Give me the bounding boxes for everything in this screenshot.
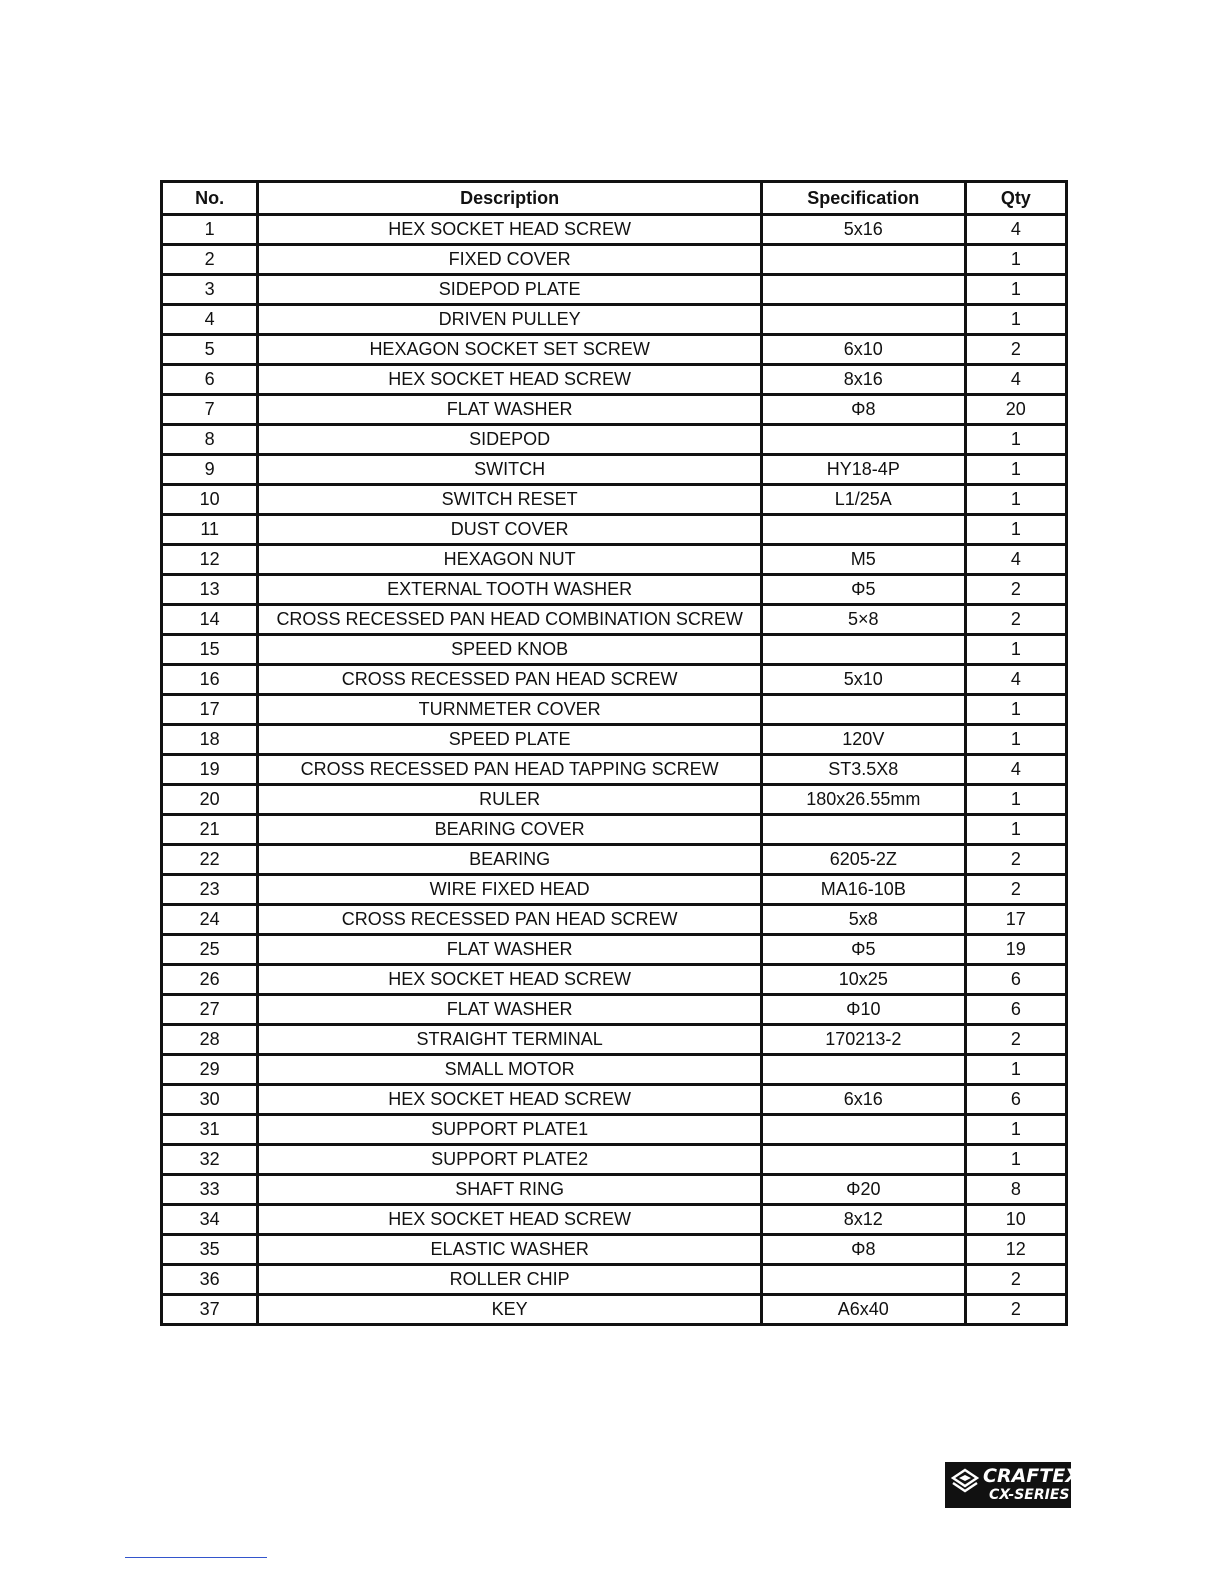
cell-no: 29	[162, 1055, 258, 1085]
cell-description: HEXAGON SOCKET SET SCREW	[258, 335, 762, 365]
table-row	[162, 1055, 1067, 1085]
cell-description: STRAIGHT TERMINAL	[258, 1025, 762, 1055]
table-row	[162, 1025, 1067, 1055]
cell-specification	[761, 1115, 965, 1145]
cell-qty: 2	[965, 1295, 1066, 1325]
table-row	[162, 575, 1067, 605]
cell-qty: 2	[965, 1265, 1066, 1295]
cell-specification: 6x16	[761, 1085, 965, 1115]
cell-qty: 8	[965, 1175, 1066, 1205]
table-row	[162, 1235, 1067, 1265]
cell-no: 5	[162, 335, 258, 365]
cell-description: ELASTIC WASHER	[258, 1235, 762, 1265]
cell-qty: 1	[965, 485, 1066, 515]
cell-description: SMALL MOTOR	[258, 1055, 762, 1085]
cell-description: DUST COVER	[258, 515, 762, 545]
cell-no: 34	[162, 1205, 258, 1235]
cell-specification	[761, 245, 965, 275]
parts-table	[160, 180, 1068, 1326]
cell-qty: 2	[965, 575, 1066, 605]
table-row	[162, 665, 1067, 695]
table-row	[162, 1295, 1067, 1325]
cell-qty: 6	[965, 995, 1066, 1025]
cell-no: 21	[162, 815, 258, 845]
cell-description: WIRE FIXED HEAD	[258, 875, 762, 905]
table-row	[162, 605, 1067, 635]
cell-description: EXTERNAL TOOTH WASHER	[258, 575, 762, 605]
cell-description: HEX SOCKET HEAD SCREW	[258, 365, 762, 395]
cell-no: 14	[162, 605, 258, 635]
cell-specification: 8x16	[761, 365, 965, 395]
cell-no: 8	[162, 425, 258, 455]
table-row	[162, 815, 1067, 845]
table-row	[162, 755, 1067, 785]
cell-specification: ST3.5X8	[761, 755, 965, 785]
cell-qty: 1	[965, 725, 1066, 755]
cell-specification: 180x26.55mm	[761, 785, 965, 815]
table-row	[162, 995, 1067, 1025]
table-row	[162, 215, 1067, 245]
cell-qty: 1	[965, 785, 1066, 815]
header-description: Description	[258, 182, 762, 215]
table-row	[162, 965, 1067, 995]
craftex-mark-icon	[951, 1468, 979, 1496]
cell-specification: 6x10	[761, 335, 965, 365]
cell-qty: 4	[965, 545, 1066, 575]
cell-no: 26	[162, 965, 258, 995]
cell-specification	[761, 1265, 965, 1295]
table-row	[162, 935, 1067, 965]
cell-description: SWITCH RESET	[258, 485, 762, 515]
cell-description: RULER	[258, 785, 762, 815]
logo-brand: CRAFTEX	[983, 1465, 1080, 1487]
cell-description: CROSS RECESSED PAN HEAD SCREW	[258, 665, 762, 695]
cell-description: HEXAGON NUT	[258, 545, 762, 575]
cell-description: SUPPORT PLATE1	[258, 1115, 762, 1145]
cell-qty: 4	[965, 665, 1066, 695]
cell-no: 23	[162, 875, 258, 905]
cell-qty: 1	[965, 815, 1066, 845]
cell-no: 6	[162, 365, 258, 395]
cell-no: 19	[162, 755, 258, 785]
table-row	[162, 905, 1067, 935]
cell-specification	[761, 515, 965, 545]
cell-qty: 6	[965, 1085, 1066, 1115]
cell-no: 4	[162, 305, 258, 335]
cell-specification: 10x25	[761, 965, 965, 995]
table-row	[162, 395, 1067, 425]
header-qty: Qty	[965, 182, 1066, 215]
table-row	[162, 305, 1067, 335]
table-row	[162, 635, 1067, 665]
table-row	[162, 335, 1067, 365]
table-row	[162, 725, 1067, 755]
cell-qty: 20	[965, 395, 1066, 425]
cell-qty: 2	[965, 1025, 1066, 1055]
cell-qty: 1	[965, 305, 1066, 335]
cell-specification: 5x8	[761, 905, 965, 935]
cell-description: FLAT WASHER	[258, 935, 762, 965]
cell-description: CROSS RECESSED PAN HEAD TAPPING SCREW	[258, 755, 762, 785]
cell-description: SPEED PLATE	[258, 725, 762, 755]
table-row	[162, 845, 1067, 875]
table-row	[162, 485, 1067, 515]
table-row	[162, 1205, 1067, 1235]
cell-specification: HY18-4P	[761, 455, 965, 485]
cell-no: 28	[162, 1025, 258, 1055]
cell-qty: 1	[965, 515, 1066, 545]
table-row	[162, 1085, 1067, 1115]
cell-no: 17	[162, 695, 258, 725]
table-row	[162, 455, 1067, 485]
cell-description: FLAT WASHER	[258, 995, 762, 1025]
cell-specification	[761, 1145, 965, 1175]
table-row	[162, 1145, 1067, 1175]
cell-specification	[761, 815, 965, 845]
table-row	[162, 245, 1067, 275]
cell-description: BEARING	[258, 845, 762, 875]
cell-qty: 12	[965, 1235, 1066, 1265]
cell-no: 27	[162, 995, 258, 1025]
cell-specification: Φ10	[761, 995, 965, 1025]
cell-qty: 2	[965, 845, 1066, 875]
cell-no: 7	[162, 395, 258, 425]
cell-specification: 5x16	[761, 215, 965, 245]
cell-qty: 4	[965, 365, 1066, 395]
cell-specification	[761, 1055, 965, 1085]
table-row	[162, 1115, 1067, 1145]
cell-description: SIDEPOD PLATE	[258, 275, 762, 305]
cell-qty: 4	[965, 215, 1066, 245]
cell-no: 20	[162, 785, 258, 815]
cell-specification	[761, 275, 965, 305]
cell-qty: 4	[965, 755, 1066, 785]
table-row	[162, 1175, 1067, 1205]
table-row	[162, 275, 1067, 305]
cell-specification: 170213-2	[761, 1025, 965, 1055]
table-row	[162, 365, 1067, 395]
cell-description: TURNMETER COVER	[258, 695, 762, 725]
cell-description: DRIVEN PULLEY	[258, 305, 762, 335]
cell-no: 15	[162, 635, 258, 665]
cell-no: 24	[162, 905, 258, 935]
cell-no: 1	[162, 215, 258, 245]
cell-no: 2	[162, 245, 258, 275]
cell-specification: 6205-2Z	[761, 845, 965, 875]
cell-description: CROSS RECESSED PAN HEAD COMBINATION SCREW	[258, 605, 762, 635]
cell-description: ROLLER CHIP	[258, 1265, 762, 1295]
cell-qty: 6	[965, 965, 1066, 995]
cell-qty: 1	[965, 1145, 1066, 1175]
cell-no: 37	[162, 1295, 258, 1325]
cell-description: BEARING COVER	[258, 815, 762, 845]
cell-no: 18	[162, 725, 258, 755]
cell-description: HEX SOCKET HEAD SCREW	[258, 1085, 762, 1115]
table-row	[162, 515, 1067, 545]
cell-specification: MA16-10B	[761, 875, 965, 905]
cell-specification: Φ8	[761, 395, 965, 425]
table-row	[162, 875, 1067, 905]
cell-qty: 1	[965, 635, 1066, 665]
cell-qty: 2	[965, 335, 1066, 365]
cell-description: KEY	[258, 1295, 762, 1325]
cell-no: 13	[162, 575, 258, 605]
header-no: No.	[162, 182, 258, 215]
cell-description: SIDEPOD	[258, 425, 762, 455]
table-row	[162, 695, 1067, 725]
cell-description: SHAFT RING	[258, 1175, 762, 1205]
cell-qty: 1	[965, 1055, 1066, 1085]
cell-specification: 5×8	[761, 605, 965, 635]
cell-qty: 19	[965, 935, 1066, 965]
cell-description: SPEED KNOB	[258, 635, 762, 665]
cell-qty: 1	[965, 245, 1066, 275]
cell-specification	[761, 695, 965, 725]
cell-no: 35	[162, 1235, 258, 1265]
cell-qty: 1	[965, 275, 1066, 305]
cell-description: HEX SOCKET HEAD SCREW	[258, 965, 762, 995]
cell-no: 16	[162, 665, 258, 695]
cell-no: 25	[162, 935, 258, 965]
cell-description: CROSS RECESSED PAN HEAD SCREW	[258, 905, 762, 935]
cell-description: HEX SOCKET HEAD SCREW	[258, 215, 762, 245]
table-row	[162, 425, 1067, 455]
header-row	[162, 182, 1067, 215]
cell-no: 11	[162, 515, 258, 545]
cell-no: 30	[162, 1085, 258, 1115]
cell-no: 31	[162, 1115, 258, 1145]
cell-no: 33	[162, 1175, 258, 1205]
cell-specification: Φ20	[761, 1175, 965, 1205]
cell-specification	[761, 305, 965, 335]
cell-qty: 1	[965, 425, 1066, 455]
cell-qty: 17	[965, 905, 1066, 935]
cell-description: FIXED COVER	[258, 245, 762, 275]
cell-no: 36	[162, 1265, 258, 1295]
cell-specification: L1/25A	[761, 485, 965, 515]
cell-no: 3	[162, 275, 258, 305]
cell-description: SUPPORT PLATE2	[258, 1145, 762, 1175]
header-specification: Specification	[761, 182, 965, 215]
cell-no: 32	[162, 1145, 258, 1175]
cell-specification: 5x10	[761, 665, 965, 695]
cell-specification: 120V	[761, 725, 965, 755]
table-row	[162, 1265, 1067, 1295]
cell-qty: 1	[965, 1115, 1066, 1145]
cell-qty: 2	[965, 605, 1066, 635]
cell-description: FLAT WASHER	[258, 395, 762, 425]
cell-qty: 1	[965, 695, 1066, 725]
cell-specification: Φ5	[761, 575, 965, 605]
cell-specification: Φ8	[761, 1235, 965, 1265]
cell-specification: 8x12	[761, 1205, 965, 1235]
table-row	[162, 545, 1067, 575]
cell-specification: A6x40	[761, 1295, 965, 1325]
cell-description: HEX SOCKET HEAD SCREW	[258, 1205, 762, 1235]
cell-no: 9	[162, 455, 258, 485]
cell-no: 22	[162, 845, 258, 875]
table-row	[162, 785, 1067, 815]
cell-specification	[761, 635, 965, 665]
logo-series: CX-SERIES	[989, 1487, 1070, 1503]
cell-qty: 2	[965, 875, 1066, 905]
craftex-logo	[945, 1462, 1080, 1508]
cell-qty: 10	[965, 1205, 1066, 1235]
cell-description: SWITCH	[258, 455, 762, 485]
footer-rule	[125, 1557, 267, 1558]
cell-specification: M5	[761, 545, 965, 575]
cell-specification: Φ5	[761, 935, 965, 965]
cell-specification	[761, 425, 965, 455]
cell-no: 12	[162, 545, 258, 575]
cell-qty: 1	[965, 455, 1066, 485]
cell-no: 10	[162, 485, 258, 515]
